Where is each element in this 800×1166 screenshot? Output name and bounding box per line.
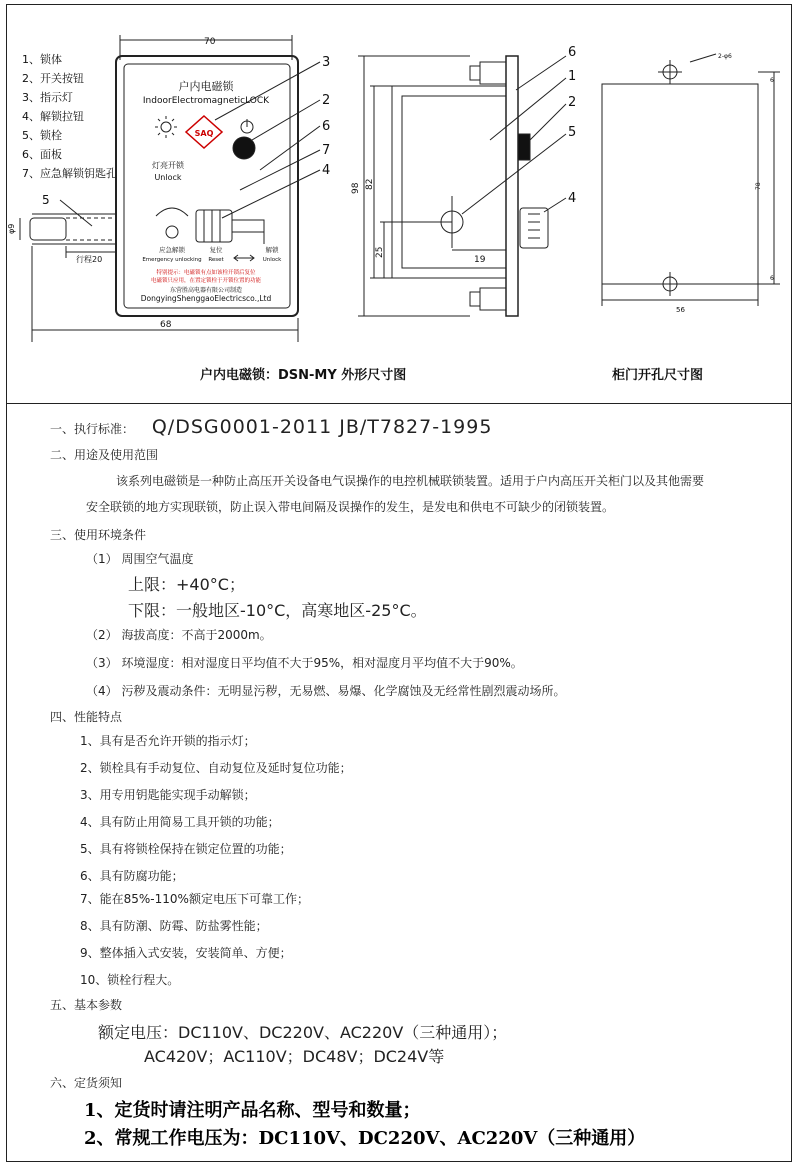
s4-title: 四、性能特点 bbox=[50, 710, 123, 724]
feature-item: 6、具有防腐功能； bbox=[80, 869, 184, 883]
warning-line2: 电磁锁只应用，在置定锁栓于开锁位置的功能 bbox=[150, 278, 262, 284]
warning-line1: 特别提示：电磁锁有点如该栓开锁后复位 bbox=[156, 270, 256, 276]
s3-1b: 下限：一般地区-10°C，高寒地区-25°C。 bbox=[128, 601, 427, 620]
callout-2-side: 2 bbox=[568, 95, 577, 110]
s3-1a: 上限：+40°C； bbox=[128, 575, 245, 594]
s3-3: （3） 环境湿度：相对湿度日平均值不大于95%，相对湿度月平均值不大于90%。 bbox=[86, 656, 523, 670]
emergency-en: Emergency unlocking bbox=[142, 257, 202, 263]
legend-item: 7、应急解锁钥匙孔 bbox=[22, 167, 117, 180]
callout-6-front: 6 bbox=[322, 119, 331, 134]
dim-bolt-20: 行程20 bbox=[76, 255, 103, 264]
reset-cn: 复位 bbox=[209, 246, 223, 254]
s6-title: 六、定货须知 bbox=[50, 1076, 123, 1090]
maker-en: DongyingShenggaoElectricsco.,Ltd bbox=[140, 294, 272, 303]
s2-p1: 该系列电磁锁是一种防止高压开关设备电气误操作的电控机械联锁装置。适用于户内高压开关柜门以及其他需要 bbox=[116, 474, 705, 488]
legend-item: 2、开关按钮 bbox=[22, 72, 84, 85]
unlock-en: Unlock bbox=[262, 257, 282, 263]
callout-4-front: 4 bbox=[322, 163, 331, 178]
s3-title: 三、使用环境条件 bbox=[50, 528, 147, 542]
dimension-drawing bbox=[0, 0, 800, 400]
dim-68: 68 bbox=[160, 320, 172, 330]
unlock-cn: 解锁 bbox=[265, 246, 279, 254]
feature-item: 8、具有防潮、防霉、防盐雾性能； bbox=[80, 919, 268, 933]
dim-6-bottom: 6 bbox=[770, 275, 774, 282]
legend-item: 6、面板 bbox=[22, 148, 62, 161]
dim-25: 25 bbox=[375, 246, 385, 258]
emergency-cn: 应急解锁 bbox=[159, 246, 185, 254]
section-divider bbox=[6, 403, 792, 404]
logo-text: SAQ bbox=[194, 129, 214, 138]
dim-56: 56 bbox=[676, 306, 685, 314]
feature-item: 2、锁栓具有手动复位、自动复位及延时复位功能； bbox=[80, 761, 352, 775]
dim-dia9: φ9 bbox=[7, 223, 16, 234]
s2-title: 二、用途及使用范围 bbox=[50, 448, 159, 462]
feature-item: 3、用专用钥匙能实现手动解锁； bbox=[80, 788, 256, 802]
s2-p2: 安全联锁的地方实现联锁，防止误入带电间隔及误操作的发生，是发电和供电不可缺少的闭锁装置。 bbox=[86, 500, 615, 514]
callout-4-side: 4 bbox=[568, 191, 577, 206]
panel-title-cn: 户内电磁锁 bbox=[178, 80, 234, 93]
feature-item: 9、整体插入式安装，安装简单、方便； bbox=[80, 946, 292, 960]
lamp-label: 灯亮开锁 bbox=[152, 161, 184, 170]
s1-value: Q/DSG0001-2011 JB/T7827-1995 bbox=[151, 416, 493, 438]
s6-1: 1、定货时请注明产品名称、型号和数量； bbox=[84, 1100, 421, 1121]
callout-6-side: 6 bbox=[568, 45, 577, 60]
callout-1-side: 1 bbox=[568, 69, 577, 84]
legend-item: 4、解锁拉钮 bbox=[22, 110, 84, 123]
dim-6-top: 6 bbox=[770, 77, 774, 84]
lamp-unlock-en: Unlock bbox=[154, 173, 182, 182]
s5-2: AC420V；AC110V；DC48V；DC24V等 bbox=[144, 1047, 445, 1066]
callout-5-side: 5 bbox=[568, 125, 577, 140]
dim-70: 70 bbox=[204, 37, 216, 47]
callout-5-front: 5 bbox=[42, 193, 50, 207]
s6-2: 2、常规工作电压为：DC110V、DC220V、AC220V（三种通用） bbox=[84, 1128, 646, 1149]
legend-item: 3、指示灯 bbox=[22, 91, 73, 104]
feature-item: 10、锁栓行程大。 bbox=[80, 973, 180, 987]
feature-item: 1、具有是否允许开锁的指示灯； bbox=[80, 734, 256, 748]
callout-7: 7 bbox=[322, 143, 331, 158]
dim-78: 78 bbox=[755, 182, 762, 190]
feature-item: 5、具有将锁栓保持在锁定位置的功能； bbox=[80, 842, 292, 856]
s5-1: 额定电压：DC110V、DC220V、AC220V（三种通用）； bbox=[98, 1023, 508, 1042]
callout-3: 3 bbox=[322, 55, 331, 70]
maker-cn: 东营胜高电器有限公司制造 bbox=[169, 287, 243, 294]
dim-82: 82 bbox=[365, 178, 375, 190]
feature-item: 7、能在85%-110%额定电压下可靠工作； bbox=[80, 892, 309, 906]
legend-item: 5、锁栓 bbox=[22, 129, 62, 142]
caption-cutout: 柜门开孔尺寸图 bbox=[612, 368, 704, 383]
s3-4: （4） 污秽及震动条件：无明显污秽，无易燃、易爆、化学腐蚀及无经常性剧烈震动场所。 bbox=[86, 684, 566, 698]
panel-title-en: IndoorElectromagneticLOCK bbox=[142, 96, 270, 106]
callout-2-front: 2 bbox=[322, 93, 331, 108]
dim-19: 19 bbox=[474, 255, 486, 265]
s1-title: 一、执行标准： bbox=[50, 422, 135, 436]
s5-title: 五、基本参数 bbox=[50, 998, 123, 1012]
s3-2: （2） 海拔高度：不高于2000m。 bbox=[86, 628, 272, 642]
dim-98: 98 bbox=[351, 182, 361, 194]
dim-hole: 2-φ6 bbox=[718, 53, 732, 60]
feature-item: 4、具有防止用简易工具开锁的功能； bbox=[80, 815, 280, 829]
reset-en: Reset bbox=[208, 257, 224, 263]
legend-item: 1、锁体 bbox=[22, 53, 62, 66]
s3-1: （1） 周围空气温度 bbox=[86, 552, 194, 566]
caption-outline: 户内电磁锁：DSN-MY 外形尺寸图 bbox=[200, 368, 407, 383]
